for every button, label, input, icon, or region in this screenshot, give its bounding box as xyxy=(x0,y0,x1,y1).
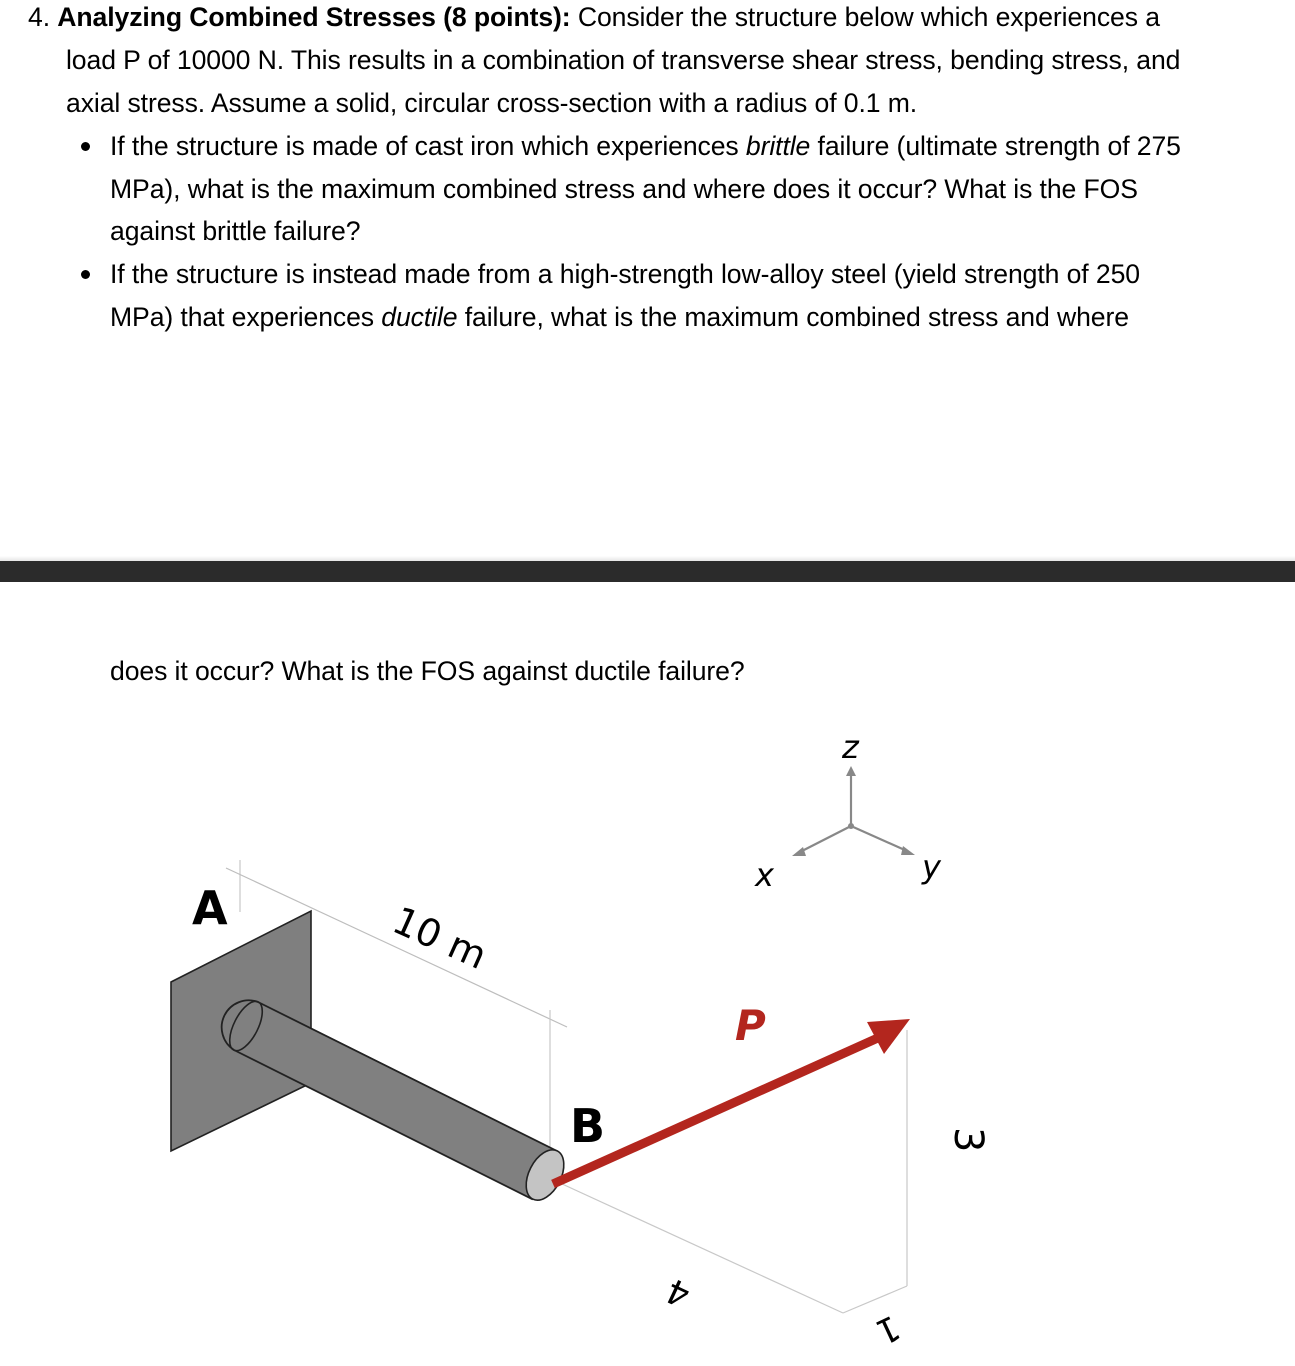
axis-y-line xyxy=(851,826,907,851)
bullet-2-line-1: If the structure is instead made from a high-strength low-alloy steel (yield strength of 250 xyxy=(110,259,1140,289)
component-line-x xyxy=(560,1183,843,1313)
bullet-1-text-a: If the structure is made of cast iron which experiences xyxy=(110,131,746,161)
axis-x-label: x xyxy=(755,856,774,894)
bullet-2-dot xyxy=(81,270,90,279)
bullet-1-text-b: failure (ultimate strength of 275 xyxy=(810,131,1181,161)
bullet-2-line-2 xyxy=(110,301,1129,333)
support-label-a: A xyxy=(192,881,228,935)
bullet-1-emphasis: brittle xyxy=(745,131,811,161)
bullet-2-text-a: MPa) that experiences xyxy=(110,302,382,332)
bullet-2-emphasis: ductile xyxy=(381,302,458,332)
load-label-p: P xyxy=(735,1001,766,1050)
axis-y-arrowhead xyxy=(901,846,915,855)
bullet-1-line-1 xyxy=(110,130,1181,162)
end-label-b: B xyxy=(570,1099,606,1153)
length-label: 10 m xyxy=(386,898,494,978)
problem-number: 4. xyxy=(28,2,50,32)
intro-line-1: Consider the structure below which experiences a xyxy=(570,2,1160,32)
bullet-1-line-2: MPa), what is the maximum combined stress and where does it occur? What is the FOS xyxy=(110,174,1138,204)
problem-heading-line xyxy=(28,1,1160,33)
page-break-divider xyxy=(0,561,1295,582)
axis-origin xyxy=(848,823,854,829)
bullet-2-text-b: failure, what is the maximum combined stress and where xyxy=(457,302,1129,332)
axis-z-label: z xyxy=(842,728,859,766)
axis-x-arrowhead xyxy=(792,847,806,856)
bullet-2-line-3: does it occur? What is the FOS against ductile failure? xyxy=(110,656,745,686)
bullet-1-dot xyxy=(81,142,90,151)
problem-title: Analyzing Combined Stresses (8 points): xyxy=(57,2,571,32)
axis-z-arrowhead xyxy=(846,766,856,776)
beam-diagram xyxy=(0,700,1295,1366)
intro-line-2: load P of 10000 N. This results in a combination of transverse shear stress, bending stress, and xyxy=(66,45,1181,75)
component-y-label: 1 xyxy=(869,1306,906,1352)
component-x-label: 4 xyxy=(660,1269,697,1315)
axis-y-label: y xyxy=(922,848,941,886)
component-z-label: 3 xyxy=(945,1127,991,1153)
axis-x-line xyxy=(800,826,851,852)
intro-line-3: axial stress. Assume a solid, circular cross-section with a radius of 0.1 m. xyxy=(66,88,918,118)
bullet-1-line-3: against brittle failure? xyxy=(110,216,361,246)
component-line-y xyxy=(843,1286,907,1313)
